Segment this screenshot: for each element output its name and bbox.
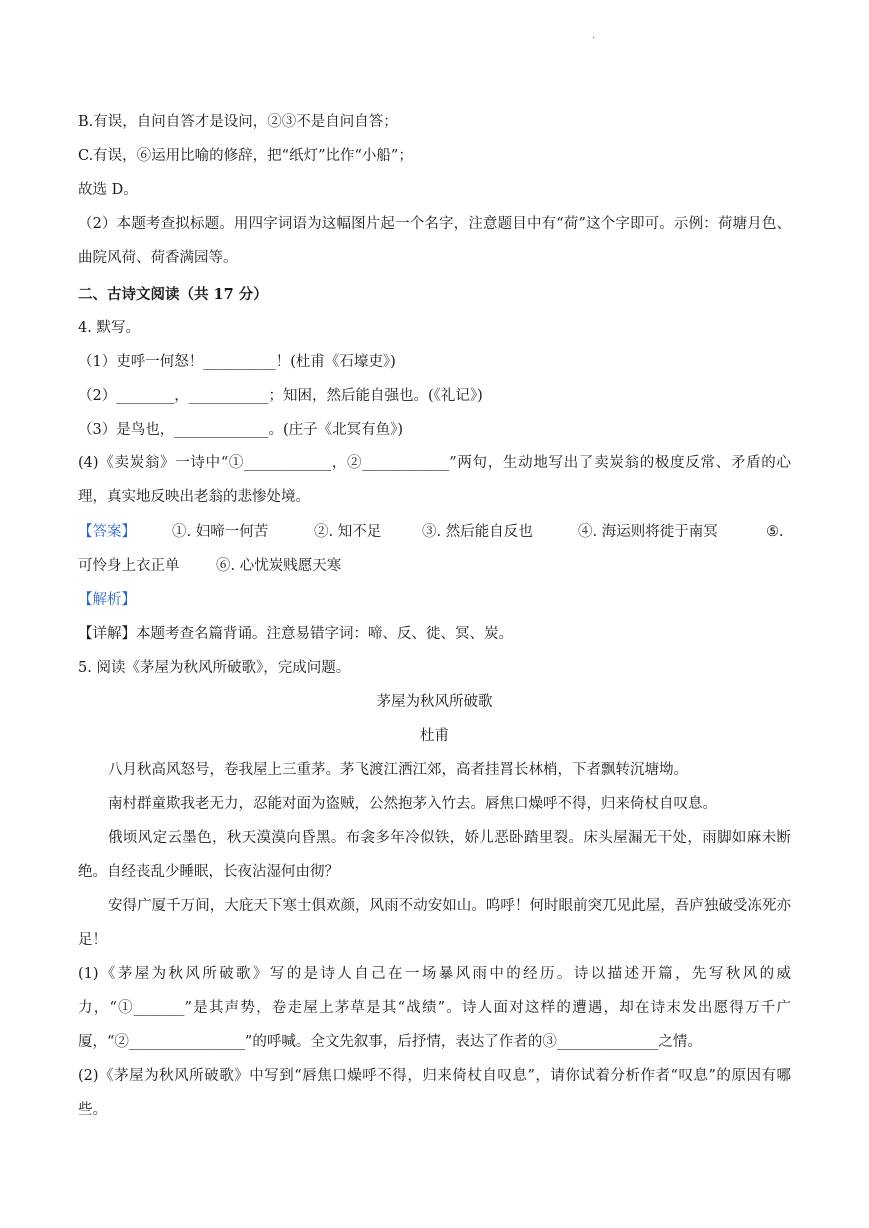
poem-author: 杜甫 bbox=[420, 728, 449, 744]
question-4-part4: (4)《卖炭翁》一诗中“①____________，②____________”两句，生动地写出了卖炭翁的极度反常、矛盾的心理，真实地反映出老翁的悲惨处境。 bbox=[78, 455, 791, 505]
poem-stanza-3: 俄顷风定云墨色，秋天漠漠向昏黑。布衾多年冷似铁，娇儿恶卧踏里裂。床头屋漏无干处，雨脚如麻未断绝。自经丧乱少睡眠，长夜沾湿何由彻？ bbox=[78, 830, 791, 880]
explanation-b: B.有误，自问自答才是设问，②③不是自问自答； bbox=[78, 114, 398, 130]
answer-1: ①. 妇啼一何苦 bbox=[172, 524, 269, 540]
answer-3: ③. 然后能自反也 bbox=[422, 524, 533, 540]
question-4-part3: （3）是鸟也，_____________。(庄子《北冥有鱼》) bbox=[78, 422, 404, 438]
answer-tag: 【答案】 bbox=[78, 524, 136, 540]
detail-explanation: 【详解】本题考查名篇背诵。注意易错字词：啼、反、徙、冥、炭。 bbox=[78, 626, 513, 642]
answer-6: ⑥. 心忧炭贱愿天寒 bbox=[216, 558, 342, 574]
poem-stanza-2: 南村群童欺我老无力，忍能对面为盗贼，公然抱茅入竹去。唇焦口燥呼不得，归来倚杖自叹息。 bbox=[108, 796, 717, 812]
header-mark: . bbox=[592, 30, 596, 41]
explanation-c: C.有误，⑥运用比喻的修辞，把“纸灯”比作“小船”； bbox=[78, 148, 413, 164]
analysis-tag: 【解析】 bbox=[78, 592, 136, 608]
q3-part2-explanation: （2）本题考查拟标题。用四字词语为这幅图片起一个名字，注意题目中有“荷”这个字即可。示例：荷塘月色、曲院风荷、荷香满园等。 bbox=[78, 216, 791, 266]
poem-stanza-4: 安得广厦千万间，大庇天下寒士俱欢颜，风雨不动安如山。呜呼！何时眼前突兀见此屋，吾庐独破受冻死亦足！ bbox=[78, 898, 791, 948]
section-heading: 二、古诗文阅读（共 17 分） bbox=[78, 286, 268, 303]
answer-4: ④. 海运则将徙于南冥 bbox=[578, 524, 718, 540]
choice-answer: 故选 D。 bbox=[78, 182, 138, 198]
answer-5-text: 可怜身上衣正单 bbox=[78, 558, 180, 574]
question-5-title: 5. 阅读《茅屋为秋风所破歌》，完成问题。 bbox=[78, 660, 351, 676]
question-5-part1: (1)《茅屋为秋风所破歌》写的是诗人自己在一场暴风雨中的经历。诗以描述开篇，先写秋风的威力，“①_______”是其声势，卷走屋上茅草是其“战绩”。诗人面对这样的遭遇，却在诗末发出愿得万千广厦，“②________________”的呼喊。全文先叙事，后抒情，表达了作者的③______________之情。 bbox=[78, 966, 791, 1050]
question-4-part1: （1）吏呼一何怒！__________！(杜甫《石壕吏》) bbox=[78, 354, 396, 370]
poem-title: 茅屋为秋风所破歌 bbox=[376, 694, 493, 710]
question-4-part2: （2）________，___________；知困，然后能自强也。(《礼记》) bbox=[78, 388, 483, 404]
question-5-part2: (2)《茅屋为秋风所破歌》中写到“唇焦口燥呼不得，归来倚杖自叹息”，请你试着分析作者“叹息”的原因有哪些。 bbox=[78, 1068, 791, 1118]
answer-5-number: ⑤. bbox=[766, 524, 784, 540]
answer-2: ②. 知不足 bbox=[314, 524, 382, 540]
poem-stanza-1: 八月秋高风怒号，卷我屋上三重茅。茅飞渡江洒江郊，高者挂罥长林梢，下者飘转沉塘坳。 bbox=[108, 762, 688, 778]
question-4-title: 4. 默写。 bbox=[78, 320, 140, 336]
